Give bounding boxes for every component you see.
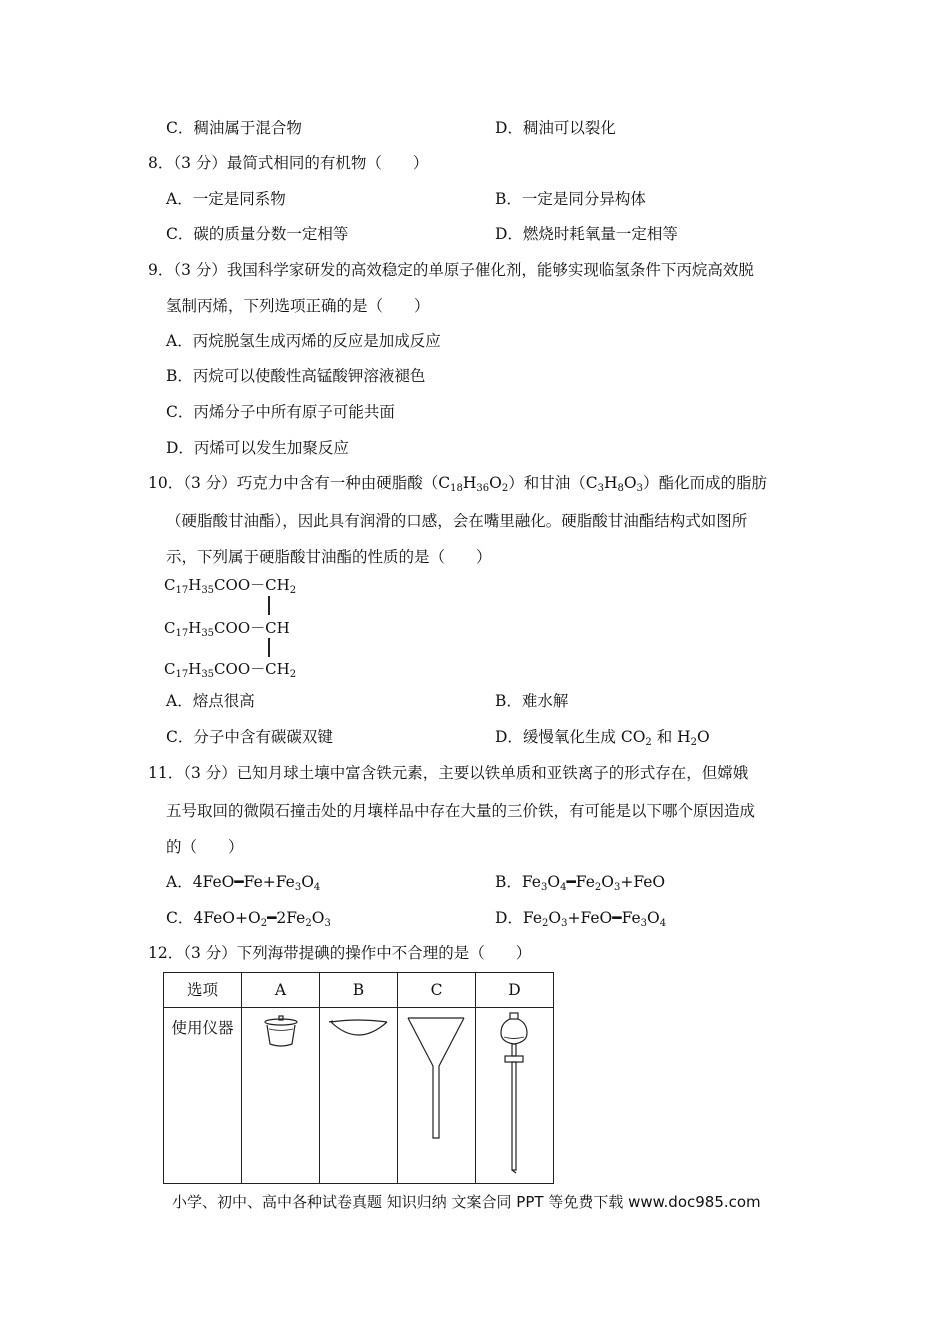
q8-option-c: C．碳的质量分数一定相等 bbox=[166, 225, 349, 243]
structure-row-2: $C_{17}H_{35}COO-CH$ bbox=[164, 619, 290, 639]
q7-option-d: D．稠油可以裂化 bbox=[495, 119, 616, 137]
page-footer: 小学、初中、高中各种试卷真题 知识归纳 文案合同 PPT 等免费下载 www.doc985.com bbox=[172, 1193, 761, 1211]
q9-option-b: B．丙烷可以使酸性高锰酸钾溶液褪色 bbox=[166, 367, 426, 385]
glyceryl-stearate-structure bbox=[164, 574, 324, 678]
header-cell-option: 选项 bbox=[164, 973, 242, 1008]
q9-option-d: D．丙烯可以发生加聚反应 bbox=[166, 439, 349, 457]
q11-stem-line3: 的（ ） bbox=[166, 838, 244, 856]
cell-funnel bbox=[398, 1008, 476, 1184]
q11-option-c: C．$4FeO+O_2━2Fe_2O_3$ bbox=[166, 909, 331, 929]
q9-stem-line2: 氢制丙烯，下列选项正确的是（ ） bbox=[166, 297, 430, 315]
q9-stem-line1: 9．（3 分）我国科学家研发的高效稳定的单原子催化剂，能够实现临氢条件下丙烷高效脱 bbox=[148, 261, 754, 279]
q10-option-c: C．分子中含有碳碳双键 bbox=[166, 728, 333, 746]
structure-bond-1 bbox=[268, 596, 270, 615]
cell-crucible bbox=[242, 1008, 320, 1184]
crucible-icon bbox=[242, 1008, 319, 1068]
q11-option-b: B．$Fe_3O_4━Fe_2O_3+FeO$ bbox=[495, 873, 666, 893]
stearic-acid-formula: $C_{18}H_{36}O_2$ bbox=[438, 474, 509, 494]
funnel-icon bbox=[398, 1008, 475, 1148]
q10-stem-line3: 示，下列属于硬脂酸甘油酯的性质的是（ ） bbox=[166, 548, 492, 566]
q8-option-b: B．一定是同分异构体 bbox=[495, 190, 646, 208]
header-cell-a: A bbox=[242, 973, 320, 1008]
q10-option-b: B．难水解 bbox=[495, 692, 569, 710]
cell-separatory-funnel bbox=[476, 1008, 554, 1184]
separatory-funnel-icon bbox=[476, 1008, 553, 1174]
row-label-instrument: 使用仪器 bbox=[164, 1008, 242, 1184]
header-cell-b: B bbox=[320, 973, 398, 1008]
header-cell-d: D bbox=[476, 973, 554, 1008]
q8-stem: 8．（3 分）最简式相同的有机物（ ） bbox=[148, 154, 429, 172]
q9-option-a: A．丙烷脱氢生成丙烯的反应是加成反应 bbox=[166, 332, 441, 350]
q10-stem-line1: 10．（3 分）巧克力中含有一种由硬脂酸$(C_{18}H_{36}O_2)$和甘油$(C_3H_8O_3)$酯化而成的脂肪 bbox=[148, 474, 768, 494]
table-row bbox=[164, 1008, 554, 1184]
q7-option-c: C．稠油属于混合物 bbox=[166, 119, 302, 137]
cell-evaporating-dish bbox=[320, 1008, 398, 1184]
q10-option-d: D．缓慢氧化生成 $CO_2$ 和 $H_2O$ bbox=[495, 728, 710, 748]
q11-stem-line2: 五号取回的微陨石撞击处的月壤样品中存在大量的三价铁，有可能是以下哪个原因造成 bbox=[166, 802, 756, 820]
q10-stem-line2: （硬脂酸甘油酯），因此具有润滑的口感，会在嘴里融化。硬脂酸甘油酯结构式如图所 bbox=[166, 512, 748, 530]
q8-option-d: D．燃烧时耗氧量一定相等 bbox=[495, 225, 678, 243]
structure-bond-2 bbox=[268, 638, 270, 657]
table-header-row bbox=[164, 973, 554, 1008]
structure-row-3: $C_{17}H_{35}COO-CH_2$ bbox=[164, 660, 297, 680]
glycerol-formula: $C_3H_8O_3$ bbox=[585, 474, 643, 494]
q11-option-a: A．$4FeO━Fe+Fe_3O_4$ bbox=[166, 873, 321, 893]
q9-option-c: C．丙烯分子中所有原子可能共面 bbox=[166, 403, 395, 421]
q8-option-a: A．一定是同系物 bbox=[166, 190, 286, 208]
structure-row-1: $C_{17}H_{35}COO-CH_2$ bbox=[164, 576, 297, 596]
q11-stem-line1: 11．（3 分）已知月球土壤中富含铁元素，主要以铁单质和亚铁离子的形式存在，但嫦娥 bbox=[148, 764, 749, 782]
q11-option-d: D．$Fe_2O_3+FeO━Fe_3O_4$ bbox=[495, 909, 667, 929]
q12-stem: 12．（3 分）下列海带提碘的操作中不合理的是（ ） bbox=[148, 944, 532, 962]
evaporating-dish-icon bbox=[320, 1008, 397, 1048]
apparatus-table bbox=[163, 972, 554, 1184]
q10-option-a: A．熔点很高 bbox=[166, 692, 255, 710]
header-cell-c: C bbox=[398, 973, 476, 1008]
